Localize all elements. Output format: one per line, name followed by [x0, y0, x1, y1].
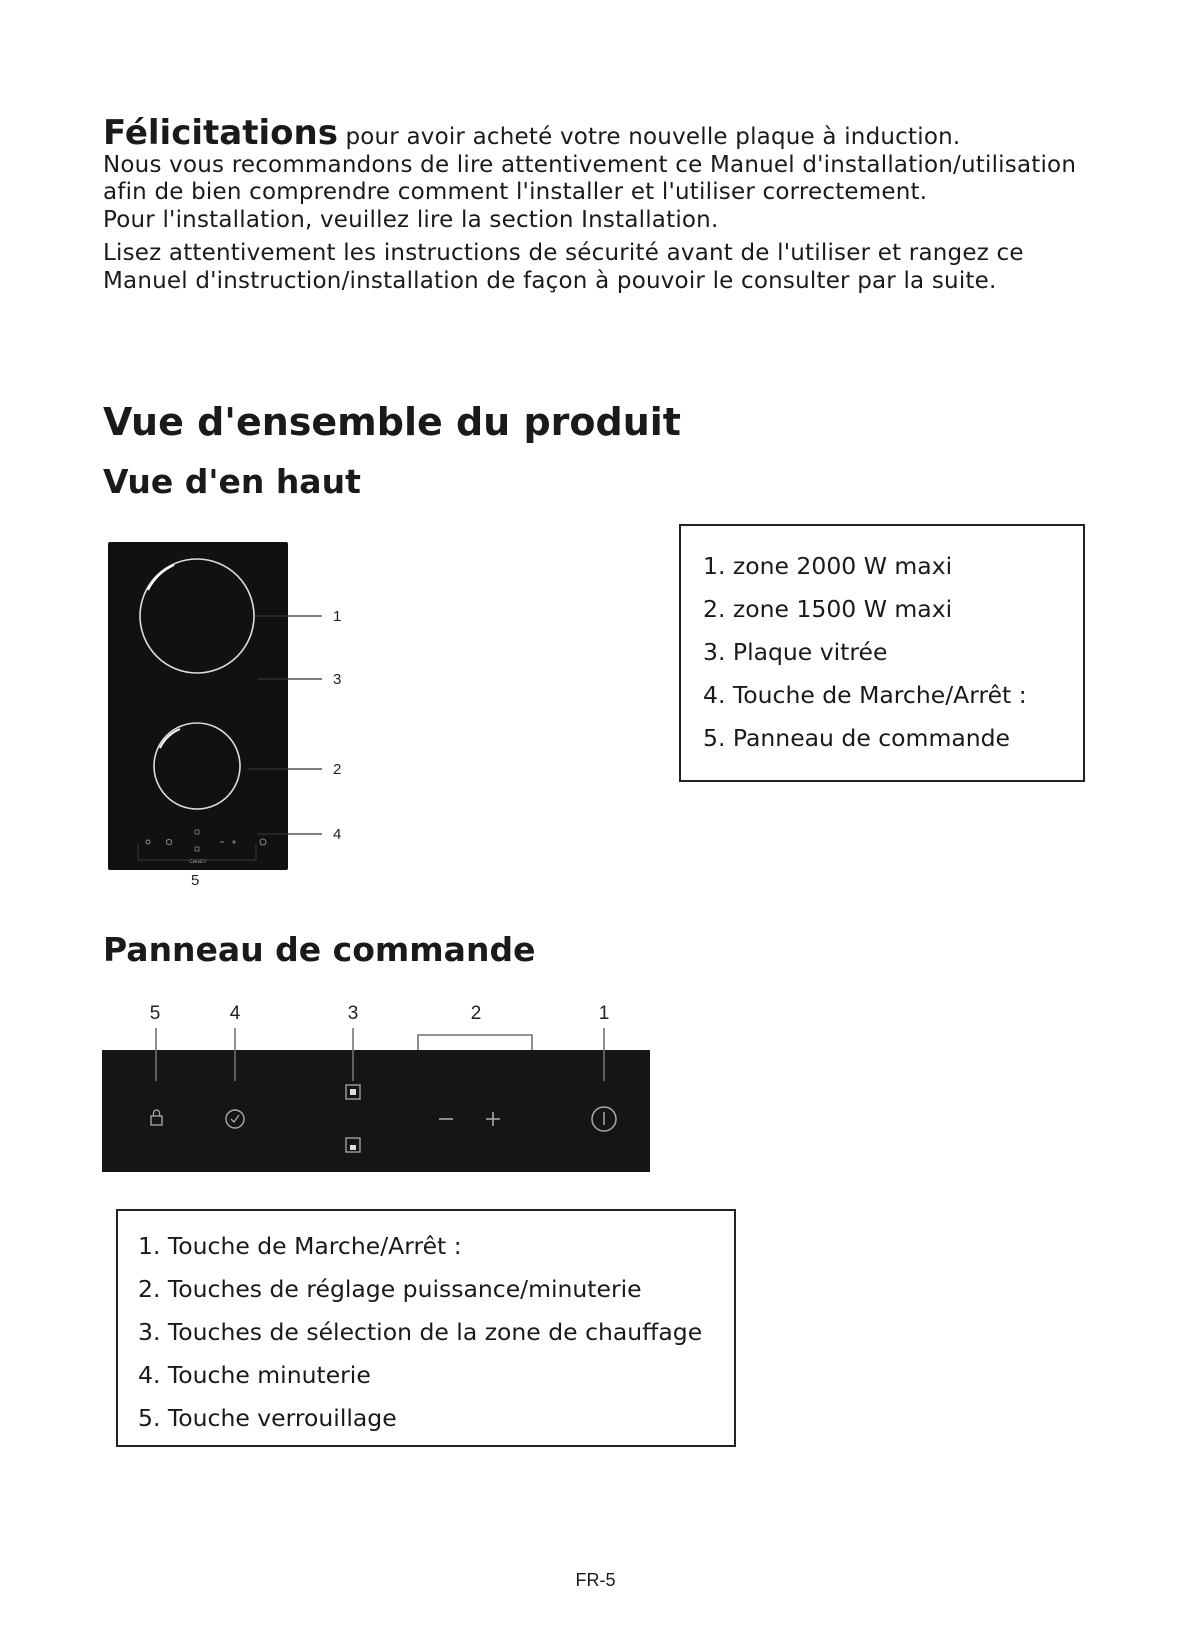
legend-item: 3. Plaque vitrée: [703, 638, 888, 666]
control-panel-title: Panneau de commande: [103, 930, 536, 969]
callout-5: 5: [191, 872, 200, 889]
callout-5: 5: [149, 1003, 161, 1024]
panel-surface: [102, 1050, 650, 1172]
legend-item: 4. Touche minuterie: [138, 1361, 371, 1389]
section-title: Vue d'ensemble du produit: [103, 400, 681, 444]
legend-item: 1. Touche de Marche/Arrêt :: [138, 1232, 462, 1260]
greeting: [103, 113, 1083, 153]
top-view-legend: [679, 524, 1085, 782]
greeting-rest: pour avoir acheté votre nouvelle plaque à induction.: [337, 124, 961, 150]
page-number: FR-5: [575, 1570, 616, 1590]
top-view-title: Vue d'en haut: [103, 462, 361, 501]
legend-item: 5. Touche verrouillage: [138, 1404, 397, 1432]
legend-item: 4. Touche de Marche/Arrêt :: [703, 681, 1027, 709]
callout-2: 2: [333, 761, 342, 778]
greeting-bold: Félicitations: [103, 113, 338, 153]
intro-paragraph-2: Pour l'installation, veuillez lire la section Installation.: [103, 206, 719, 233]
intro-paragraph-1: Nous vous recommandons de lire attentivement ce Manuel d'installation/utilisation afin de bien comprendre comment l'installer et l'utiliser correctement.: [103, 151, 1077, 205]
legend-item: 2. Touches de réglage puissance/minuterie: [138, 1275, 642, 1303]
callout-1: 1: [333, 608, 342, 625]
intro-paragraph-3: Lisez attentivement les instructions de sécurité avant de l'utiliser et rangez ce Manuel d'instruction/installation de façon à pouvoir le consulter par la suite.: [103, 240, 1024, 294]
legend-item: 3. Touches de sélection de la zone de chauffage: [138, 1318, 703, 1346]
callout-2: 2: [470, 1003, 482, 1024]
callout-1: 1: [598, 1003, 610, 1024]
callout-4: 4: [333, 826, 342, 843]
control-panel-diagram: [100, 995, 660, 1175]
legend-item: 5. Panneau de commande: [703, 724, 1011, 752]
callout-3: 3: [333, 671, 342, 688]
hob-top-view-diagram: [100, 530, 380, 900]
glass-plate: [108, 542, 288, 870]
legend-item: 1. zone 2000 W maxi: [703, 552, 953, 580]
brand-logo: CANDY: [189, 859, 207, 865]
legend-item: 2. zone 1500 W maxi: [703, 595, 953, 623]
callout-3: 3: [347, 1003, 359, 1024]
control-panel-legend: [116, 1209, 736, 1447]
callout-4: 4: [229, 1003, 241, 1024]
intro-text: [103, 113, 1083, 295]
